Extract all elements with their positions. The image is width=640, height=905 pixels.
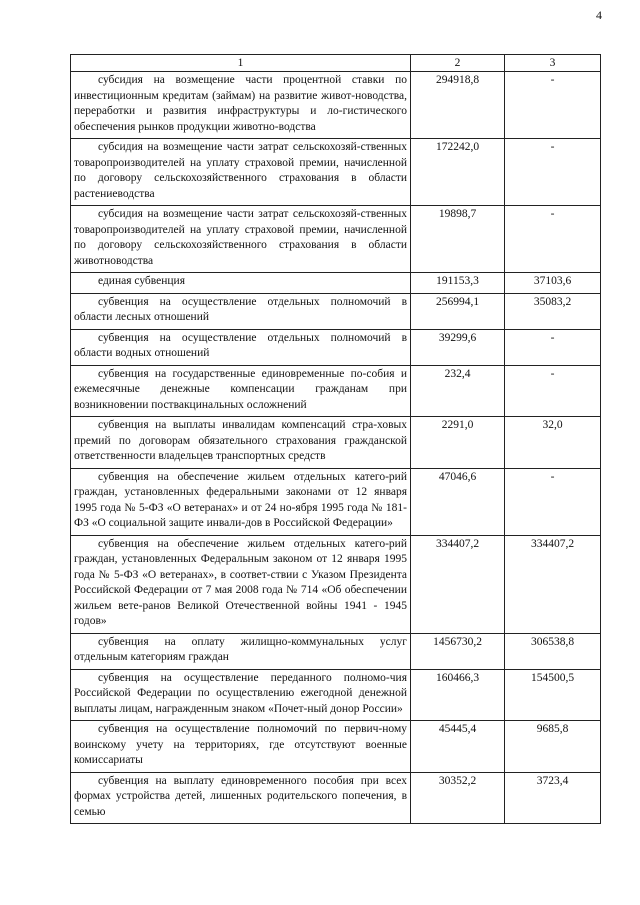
table-row [71,273,601,294]
table-row [71,293,601,329]
row-value-col2: 232,4 [411,365,505,417]
table-row [71,669,601,721]
row-value-col3: 3723,4 [505,772,601,824]
row-description: субсидия на возмещение части затрат сельскохозяй-ственных товаропроизводителей на уплату страховой премии, начисленной по договору сельскохозяйственного страхования в области растениеводства [71,139,411,206]
row-description: субсидия на возмещение части затрат сельскохозяй-ственных товаропроизводителей на уплату страховой премии, начисленной по договору сельскохозяйственного страхования в области животноводства [71,206,411,273]
table-row [71,206,601,273]
row-value-col2: 191153,3 [411,273,505,294]
table-row [71,72,601,139]
table-row [71,139,601,206]
row-value-col2: 30352,2 [411,772,505,824]
row-value-col2: 47046,6 [411,468,505,535]
table-row [71,633,601,669]
row-description: субвенция на выплаты инвалидам компенсаций стра-ховых премий по договорам обязательного страхования гражданской ответственности владельцев транспортных средств [71,417,411,469]
header-row [71,55,601,72]
row-description: субвенция на осуществление отдельных полномочий в области водных отношений [71,329,411,365]
row-value-col2: 45445,4 [411,721,505,773]
row-description: субвенция на выплату единовременного пособия при всех формах устройства детей, лишенных родительского попечения, в семью [71,772,411,824]
row-description: субвенция на государственные единовременные по-собия и ежемесячные денежные компенсации гражданам при возникновении поствакцинальных осложнений [71,365,411,417]
row-value-col2: 2291,0 [411,417,505,469]
row-description: субсидия на возмещение части процентной ставки по инвестиционным кредитам (займам) на развитие живот-новодства, переработки и развития инфраструктуры и ло-гистического обеспечения рынков продукции животно-водства [71,72,411,139]
row-value-col2: 172242,0 [411,139,505,206]
table-row [71,772,601,824]
column-header-1: 1 [71,55,411,72]
table-row [71,535,601,633]
row-value-col3: - [505,206,601,273]
row-value-col3: - [505,468,601,535]
row-value-col2: 19898,7 [411,206,505,273]
row-value-col3: 306538,8 [505,633,601,669]
table-row [71,417,601,469]
page-number: 4 [596,8,602,22]
column-header-2: 2 [411,55,505,72]
row-value-col2: 160466,3 [411,669,505,721]
row-value-col3: 32,0 [505,417,601,469]
row-value-col3: - [505,329,601,365]
row-value-col2: 334407,2 [411,535,505,633]
budget-table [70,54,601,824]
table-row [71,721,601,773]
row-value-col3: 154500,5 [505,669,601,721]
row-value-col3: 37103,6 [505,273,601,294]
table-row [71,365,601,417]
row-value-col3: 35083,2 [505,293,601,329]
row-description: субвенция на осуществление переданного полномо-чия Российской Федерации по осуществлению ежегодной денежной выплаты лицам, награжденным знаком «Почет-ный донор России» [71,669,411,721]
row-value-col3: 334407,2 [505,535,601,633]
row-value-col2: 39299,6 [411,329,505,365]
row-description: субвенция на обеспечение жильем отдельных катего-рий граждан, установленных федеральными законами от 12 января 1995 года № 5-ФЗ «О ветеранах» и от 24 но-ября 1995 года № 181-ФЗ «О социальной защите инвали-дов в Российской Федерации» [71,468,411,535]
row-value-col2: 1456730,2 [411,633,505,669]
row-value-col3: - [505,365,601,417]
row-value-col2: 294918,8 [411,72,505,139]
table-row [71,329,601,365]
row-description: субвенция на осуществление отдельных полномочий в области лесных отношений [71,293,411,329]
column-header-3: 3 [505,55,601,72]
row-description: единая субвенция [71,273,411,294]
row-description: субвенция на обеспечение жильем отдельных катего-рий граждан, установленных Федеральным законом от 12 января 1995 года № 5-ФЗ «О ветеранах», в соответ-ствии с Указом Президента Российской Федерации от 7 мая 2008 года № 714 «Об обеспечении жильем вете-ранов Великой Отечественной войны 1941 - 1945 годов» [71,535,411,633]
row-value-col3: - [505,139,601,206]
row-description: субвенция на оплату жилищно-коммунальных услуг отдельным категориям граждан [71,633,411,669]
row-value-col3: - [505,72,601,139]
row-description: субвенция на осуществление полномочий по первич-ному воинскому учету на территориях, где отсутствуют военные комиссариаты [71,721,411,773]
table-row [71,468,601,535]
row-value-col2: 256994,1 [411,293,505,329]
row-value-col3: 9685,8 [505,721,601,773]
